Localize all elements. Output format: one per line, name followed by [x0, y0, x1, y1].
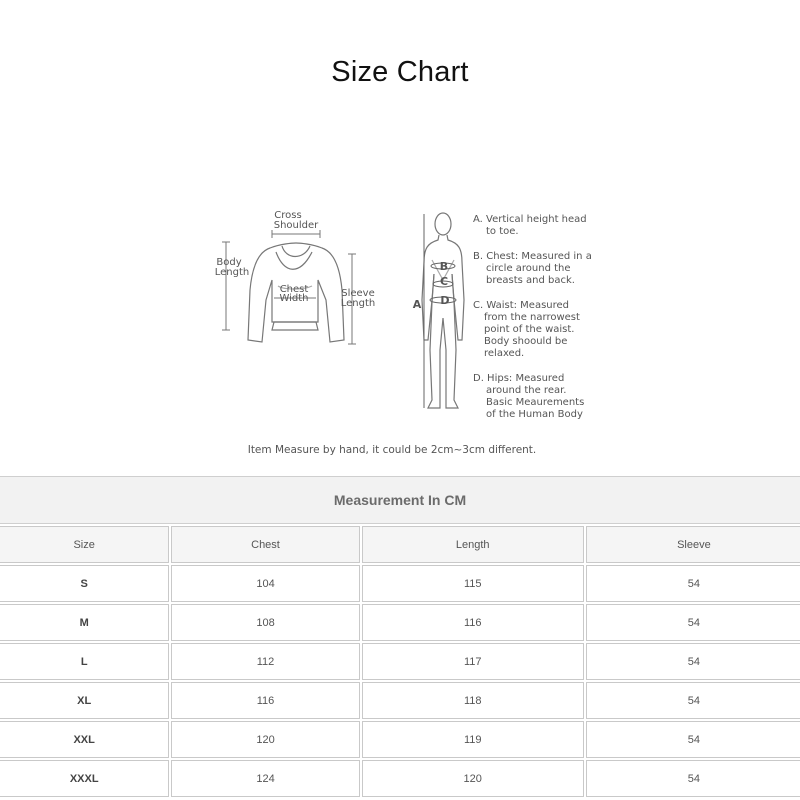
table-row — [0, 565, 800, 602]
note-d-line3: Basic Meaurements — [486, 397, 585, 408]
label-chest: Chest — [279, 284, 309, 295]
table-row — [0, 721, 800, 758]
note-d-line2: around the rear. — [486, 385, 567, 396]
note-c-line3: point of the waist. — [484, 324, 575, 335]
note-d-line1: D. Hips: Measured — [473, 373, 565, 384]
human-body-illustration — [422, 213, 464, 408]
cell-length: 115 — [362, 565, 584, 602]
cell-chest: 116 — [171, 682, 359, 719]
cell-sleeve: 54 — [586, 604, 800, 641]
cell-size: M — [0, 604, 169, 641]
page-title: Size Chart — [331, 56, 469, 88]
label-shoulder: Shoulder — [273, 220, 319, 231]
label-cross: Cross — [274, 210, 302, 221]
measurement-notes — [473, 214, 592, 420]
cell-size: L — [0, 643, 169, 680]
marker-d: D — [440, 294, 450, 307]
label-sleeve-length: Length — [340, 298, 376, 309]
cell-size: XL — [0, 682, 169, 719]
cell-size: XXL — [0, 721, 169, 758]
cell-length: 120 — [362, 760, 584, 797]
header-size: Size — [0, 526, 169, 563]
table-row — [0, 604, 800, 641]
cell-sleeve: 54 — [586, 760, 800, 797]
cell-size: XXXL — [0, 760, 169, 797]
marker-b: B — [439, 260, 449, 273]
cell-chest: 108 — [171, 604, 359, 641]
cell-size: S — [0, 565, 169, 602]
marker-c: C — [439, 275, 449, 288]
measure-caption: Item Measure by hand, it could be 2cm~3cm different. — [247, 444, 537, 456]
size-table — [0, 476, 800, 800]
table-caption: Measurement In CM — [0, 476, 800, 524]
note-c-line1: C. Waist: Measured — [473, 300, 570, 311]
cell-length: 118 — [362, 682, 584, 719]
marker-a: A — [412, 298, 422, 311]
table-row — [0, 643, 800, 680]
header-chest: Chest — [171, 526, 359, 563]
note-b-line1: B. Chest: Measured in a — [473, 251, 592, 262]
note-a-line2: to toe. — [486, 226, 519, 237]
label-width: Width — [279, 293, 309, 304]
note-b-line2: circle around the — [486, 263, 571, 274]
note-c-line5: relaxed. — [484, 348, 525, 359]
measurement-diagram — [0, 190, 800, 470]
header-length: Length — [362, 526, 584, 563]
cell-sleeve: 54 — [586, 643, 800, 680]
header-sleeve: Sleeve — [586, 526, 800, 563]
note-a-line1: A. Vertical height head — [473, 214, 587, 225]
table-row — [0, 760, 800, 797]
diagram-svg — [0, 190, 800, 470]
cell-length: 116 — [362, 604, 584, 641]
label-body: Body — [216, 257, 242, 268]
note-b-line3: breasts and back. — [486, 275, 575, 286]
table-header-row — [0, 526, 800, 563]
cell-length: 119 — [362, 721, 584, 758]
note-c-line2: from the narrowest — [484, 312, 580, 323]
cell-chest: 124 — [171, 760, 359, 797]
cell-sleeve: 54 — [586, 682, 800, 719]
cell-chest: 120 — [171, 721, 359, 758]
cell-length: 117 — [362, 643, 584, 680]
label-body-length: Length — [214, 267, 250, 278]
cell-sleeve: 54 — [586, 565, 800, 602]
note-c-line4: Body shoould be — [484, 336, 568, 347]
table-grid — [0, 526, 800, 799]
cell-sleeve: 54 — [586, 721, 800, 758]
cell-chest: 104 — [171, 565, 359, 602]
label-sleeve: Sleeve — [341, 288, 375, 299]
table-row — [0, 682, 800, 719]
note-d-line4: of the Human Body — [486, 409, 583, 420]
cell-chest: 112 — [171, 643, 359, 680]
